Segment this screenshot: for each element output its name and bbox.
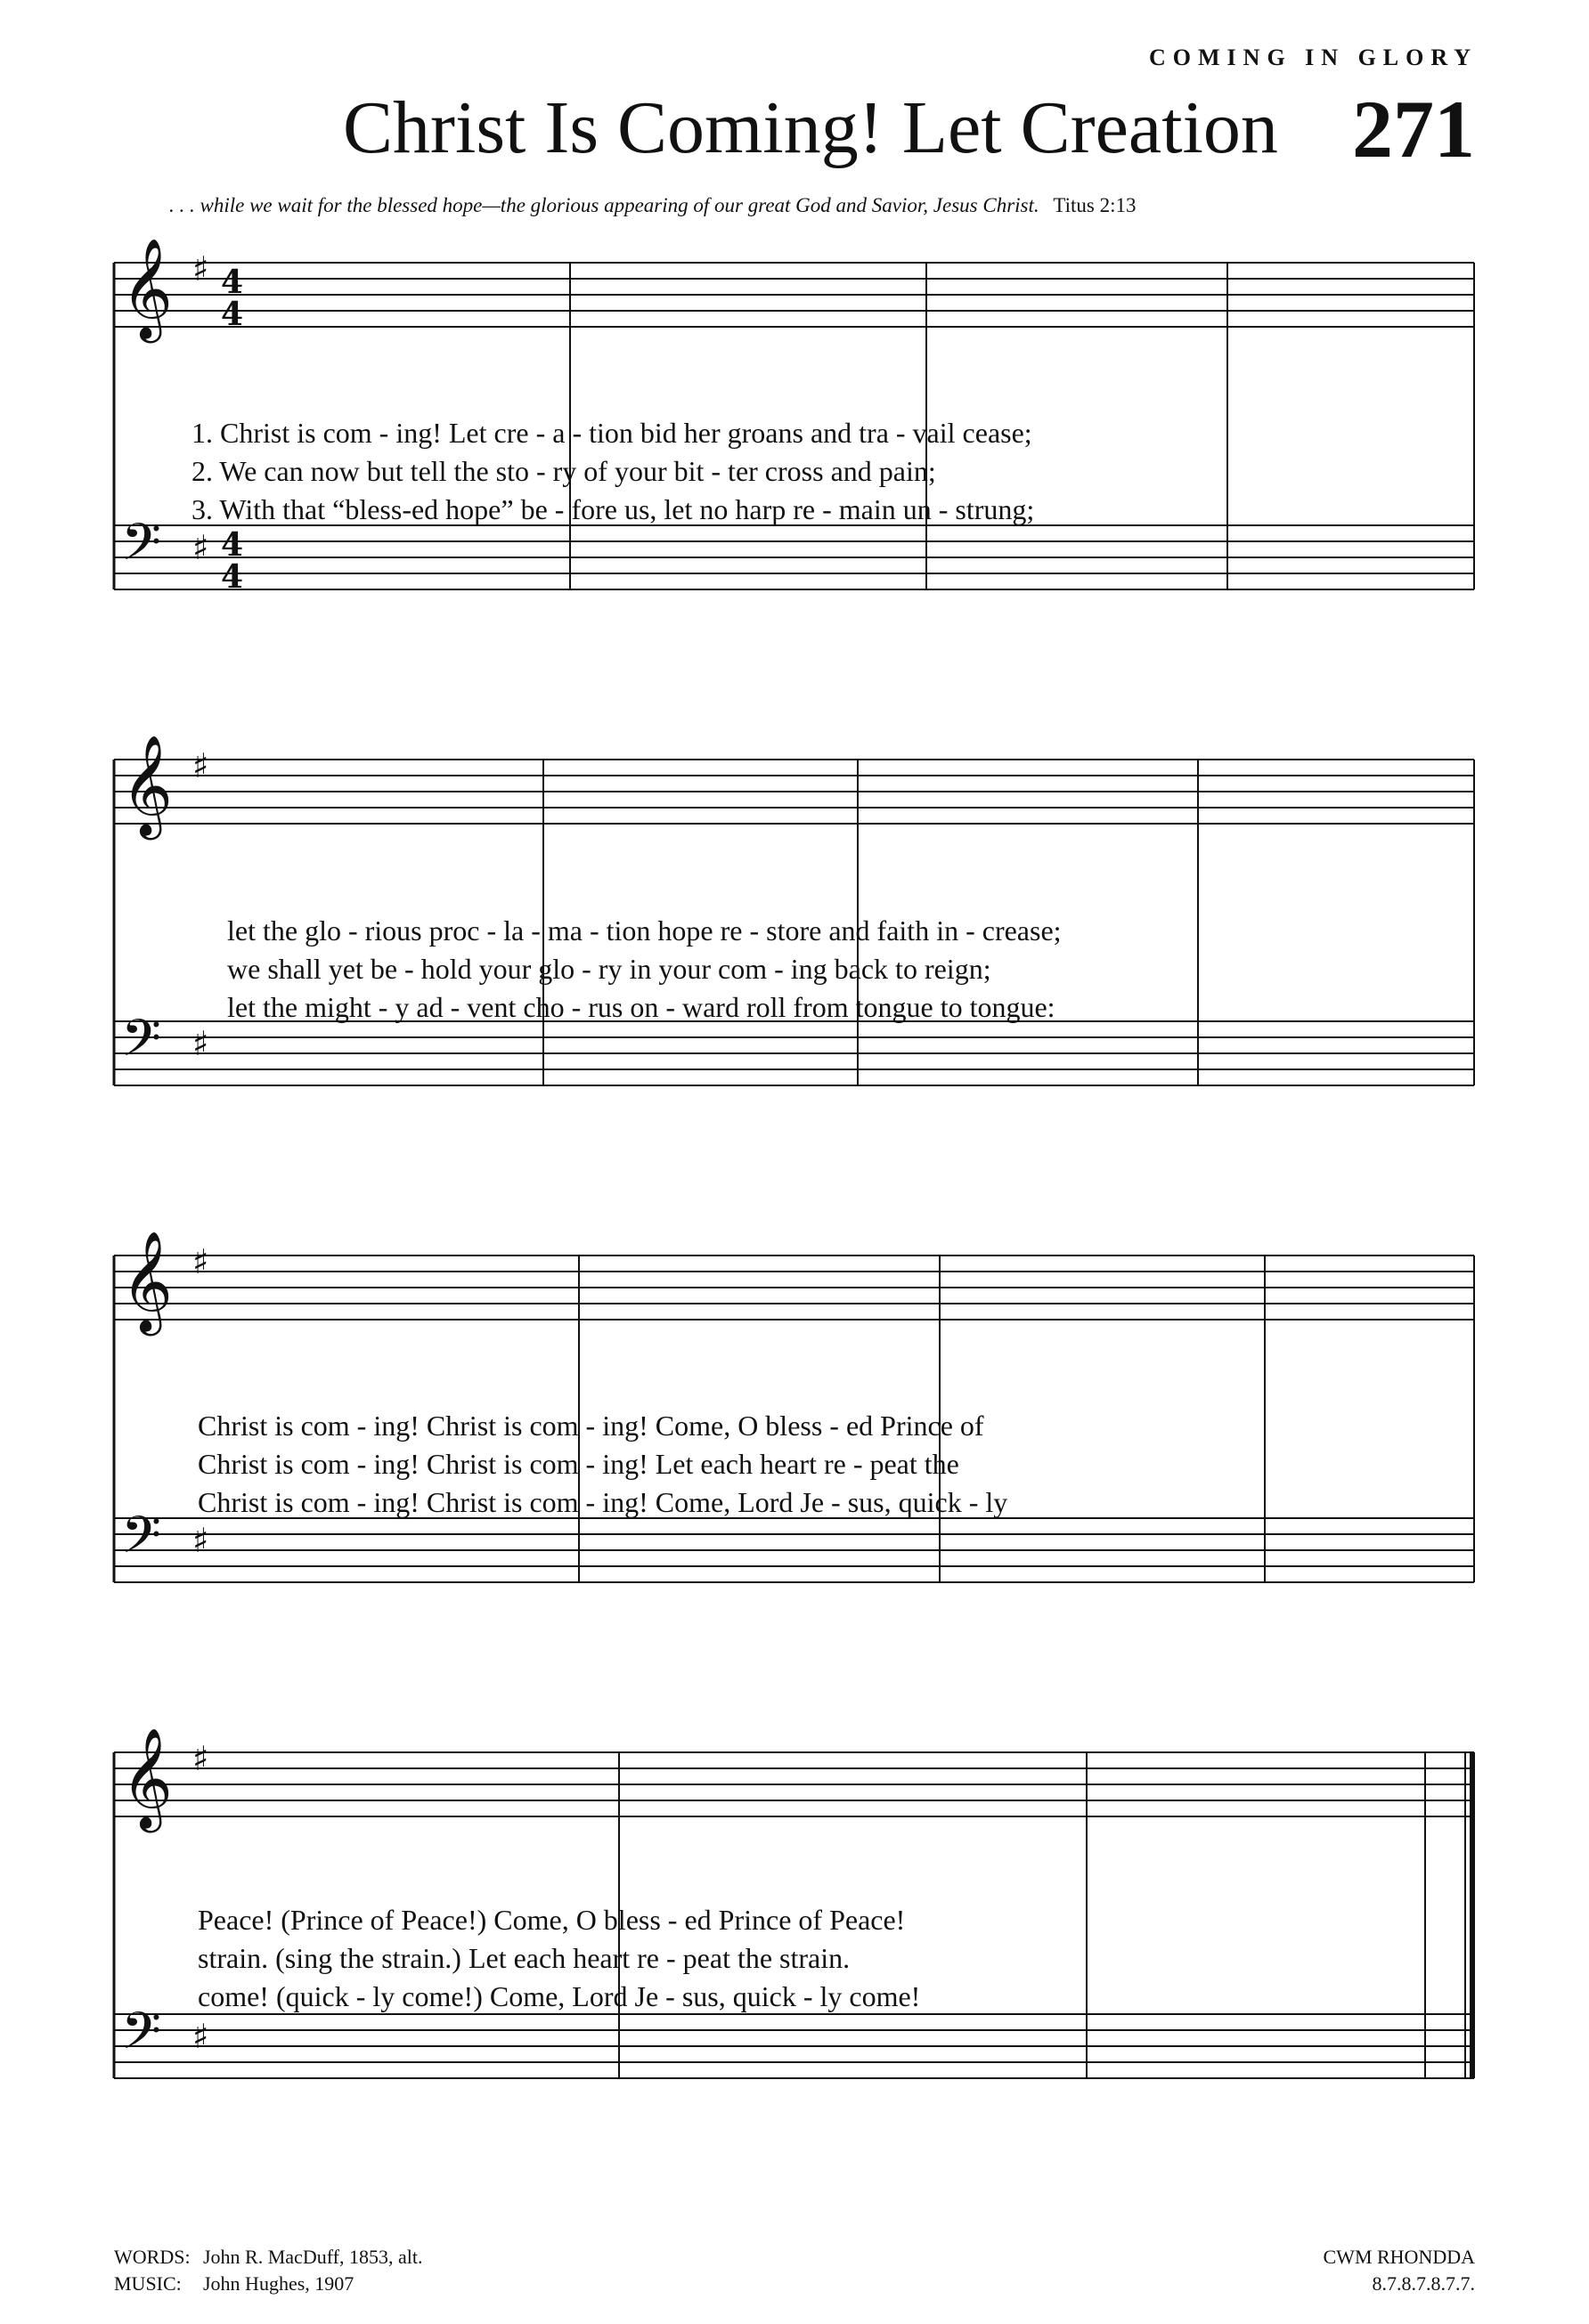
section-title: COMING IN GLORY: [1149, 45, 1478, 70]
sharp-icon: ♯: [192, 1024, 209, 1063]
music-label: MUSIC:: [114, 2272, 182, 2295]
words-label: WORDS:: [114, 2246, 191, 2268]
lyrics-system-2: [227, 912, 1062, 1027]
bass-clef-icon: 𝄢: [121, 512, 162, 585]
lyrics-system-4: [198, 1901, 920, 2016]
tune-meter: 8.7.8.7.8.7.7.: [1372, 2272, 1475, 2295]
sharp-icon: ♯: [192, 249, 209, 288]
treble-clef-icon: 𝄞: [121, 1727, 173, 1829]
music-credit: [114, 2271, 422, 2297]
music-author: John Hughes, 1907: [203, 2272, 354, 2295]
lyric-line: Peace! (Prince of Peace!) Come, O bless - ed Prince of Peace!: [198, 1904, 906, 1936]
sharp-icon: ♯: [192, 1242, 209, 1281]
treble-clef-icon: 𝄞: [121, 735, 173, 836]
lyrics-system-1: [191, 414, 1034, 529]
time-signature-top: 4: [221, 264, 244, 301]
epigraph-text: . . . while we wait for the blessed hope—the glorious appearing of our great God and Savior, Jesus Christ.: [169, 194, 1039, 216]
bass-clef-icon: 𝄢: [121, 1505, 162, 1578]
credits: [114, 2244, 422, 2297]
lyric-line: Christ is com - ing! Christ is com - ing! Come, O bless - ed Prince of: [198, 1410, 984, 1442]
bass-clef-icon: 𝄢: [121, 2001, 162, 2074]
hymn-number: 271: [1352, 84, 1475, 175]
tune-info: [1324, 2244, 1476, 2297]
time-signature-bottom: 4: [221, 296, 244, 333]
lyric-line: Christ is com - ing! Christ is com - ing! Come, Lord Je - sus, quick - ly: [198, 1486, 1008, 1518]
sharp-icon: ♯: [192, 528, 209, 567]
final-barline-thick: [1470, 1752, 1475, 2078]
lyric-line: let the glo - rious proc - la - ma - tion hope re - store and faith in - crease;: [227, 914, 1062, 947]
lyric-line: come! (quick - ly come!) Come, Lord Je - sus, quick - ly come!: [198, 1980, 921, 2012]
bass-clef-icon: 𝄢: [121, 1008, 162, 1081]
lyric-line: 1. Christ is com - ing! Let cre - a - tion bid her groans and tra - vail cease;: [191, 417, 1032, 449]
lyric-line: Christ is com - ing! Christ is com - ing! Let each heart re - peat the: [198, 1448, 959, 1480]
words-author: John R. MacDuff, 1853, alt.: [203, 2246, 423, 2268]
lyrics-system-3: [198, 1407, 1007, 1522]
lyric-line: 3. With that “bless-ed hope” be - fore us, let no harp re - main un - strung;: [191, 493, 1035, 525]
treble-clef-icon: 𝄞: [121, 1231, 173, 1332]
hymn-title: Christ Is Coming! Let Creation: [343, 86, 1278, 169]
lyric-line: 2. We can now but tell the sto - ry of your bit - ter cross and pain;: [191, 455, 936, 487]
treble-clef-icon: 𝄞: [121, 238, 173, 339]
words-credit: [114, 2244, 422, 2271]
lyric-line: let the might - y ad - vent cho - rus on - ward roll from tongue to tongue:: [227, 991, 1055, 1023]
tune-name: CWM RHONDDA: [1323, 2246, 1475, 2268]
sharp-icon: ♯: [192, 1739, 209, 1778]
time-signature-top: 4: [221, 526, 244, 564]
lyric-line: strain. (sing the strain.) Let each heart re - peat the strain.: [198, 1942, 851, 1974]
lyric-line: we shall yet be - hold your glo - ry in your com - ing back to reign;: [227, 953, 991, 985]
sharp-icon: ♯: [192, 1521, 209, 1560]
epigraph-reference: Titus 2:13: [1053, 194, 1137, 216]
sharp-icon: ♯: [192, 2017, 209, 2056]
sharp-icon: ♯: [192, 746, 209, 785]
time-signature-bottom: 4: [221, 558, 244, 596]
